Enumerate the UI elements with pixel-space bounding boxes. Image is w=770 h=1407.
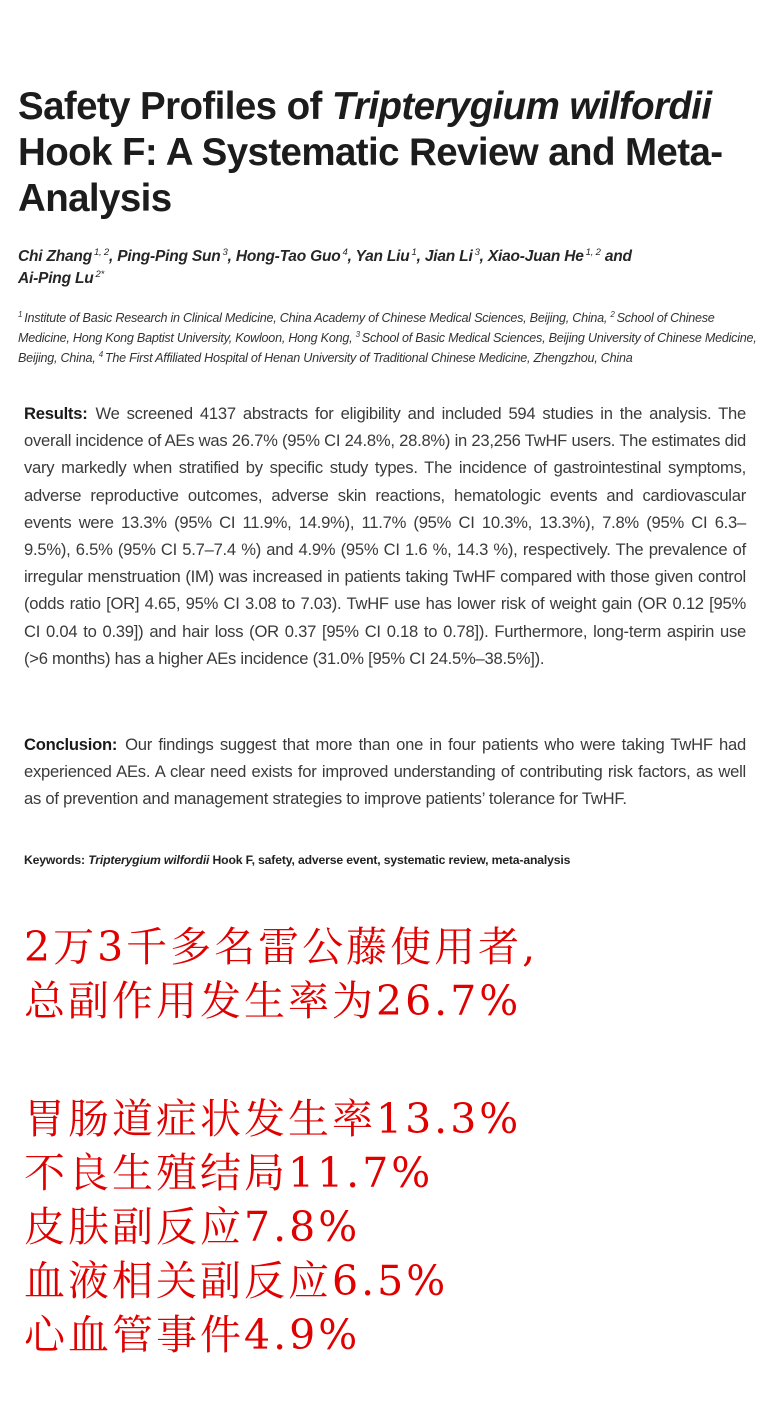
results-text: We screened 4137 abstracts for eligibility and included 594 studies in the analysis. The overall incidence of AEs was 26.7% (95% CI 24.8%, 28.8%) in 23,256 TwHF users. The estimates did vary markedly when stratified by specific study types. The incidence of gastrointestinal symptoms, adverse reproductive outcomes, adverse skin reactions, hematologic events and cardiovascular events were 13.3% (95% CI 11.9%, 14.9%), 11.7% (95% CI 10.3%, 13.3%), 7.8% (95% CI 6.3–9.5%), 6.5% (95% CI 5.7–7.4 %) and 4.9% (95% CI 1.6 %, 14.3 %), respectively. The prevalence of irregular menstruation (IM) was increased in patients taking TwHF compared with those given control (odds ratio [OR] 4.65, 95% CI 3.08 to 7.03). TwHF use has lower risk of weight gain (OR 0.12 [95% CI 0.04 to 0.39]) and hair loss (OR 0.37 [95% CI 0.18 to 0.78]). Furthermore, long-term aspirin use (>6 months) has a higher AEs incidence (31.0% [95% CI 24.5%–38.5%]). [24, 404, 746, 668]
affiliation: $^3$ School of Basic Medical Sciences, Beijing University of Chinese Medicine, Beijing, China, [18, 330, 757, 365]
author: Ping-Ping Sun $^3$ [117, 247, 228, 265]
title-part-3: Hook F: A Systematic Review and Meta-Analysis [18, 131, 723, 220]
author: Jian Li $^3$ [424, 247, 480, 265]
keywords [24, 853, 754, 867]
keywords-rest: Hook F, safety, adverse event, systematic review, meta-analysis [209, 853, 571, 867]
keywords-italic: Tripterygium wilfordii [88, 853, 210, 867]
title-part-1: Safety Profiles of [18, 85, 332, 128]
authors-joiner: and [604, 248, 632, 265]
keywords-label: Keywords: [24, 853, 85, 867]
ae-rate-skin: 皮肤副反应7.8% [24, 1203, 361, 1251]
author: Yan Liu $^1$ [355, 247, 417, 265]
affiliations [18, 308, 758, 368]
conclusion-label: Conclusion: [24, 735, 118, 754]
affiliation: $^1$ Institute of Basic Research in Clinical Medicine, China Academy of Chinese Medical Sciences, Beijing, China, [18, 310, 608, 325]
author: Xiao-Juan He $^{1, 2}$ [487, 247, 601, 265]
affiliation: $^2$ School of Chinese Medicine, Hong Kong Baptist University, Kowloon, Hong Kong, [18, 310, 715, 345]
author-list: Chi Zhang $^{1, 2}$, Ping-Ping Sun $^3$, Hong-Tao Guo $^4$, Yan Liu $^1$, Jian Li $^3$, Xiao-Juan He $^{1, 2}$ and Ai-Ping Lu $^{2*}$ [18, 247, 632, 287]
chinese-annotation-list [24, 1092, 764, 1362]
summary-line: 总副作用发生率为26.7% [24, 977, 522, 1025]
conclusion-text: Our findings suggest that more than one in four patients who were taking TwHF had experienced AEs. A clear need exists for improved understanding of contributing risk factors, as well as of prevention and management strategies to improve patients’ tolerance for TwHF. [24, 735, 746, 809]
author: Chi Zhang $^{1, 2}$ [18, 247, 110, 265]
summary-line: 2万3千多名雷公藤使用者, [24, 923, 539, 971]
affiliation: $^4$ The First Affiliated Hospital of Henan University of Traditional Chinese Medicine, Zhengzhou, China [98, 350, 633, 365]
paper-title [18, 84, 758, 222]
abstract-conclusion [24, 731, 746, 813]
results-label: Results: [24, 404, 88, 423]
chinese-annotation-summary [24, 920, 764, 1028]
author: Ai-Ping Lu $^{2*}$ [18, 269, 105, 287]
ae-rate-hematologic: 血液相关副反应6.5% [24, 1257, 449, 1305]
abstract-results [24, 400, 746, 672]
author: Hong-Tao Guo $^4$ [235, 247, 348, 265]
ae-rate-reproductive: 不良生殖结局11.7% [24, 1149, 434, 1197]
title-species-italic: Tripterygium wilfordii [331, 85, 712, 128]
ae-rate-cardiovascular: 心血管事件4.9% [24, 1311, 361, 1359]
ae-rate-gastrointestinal: 胃肠道症状发生率13.3% [24, 1095, 522, 1143]
